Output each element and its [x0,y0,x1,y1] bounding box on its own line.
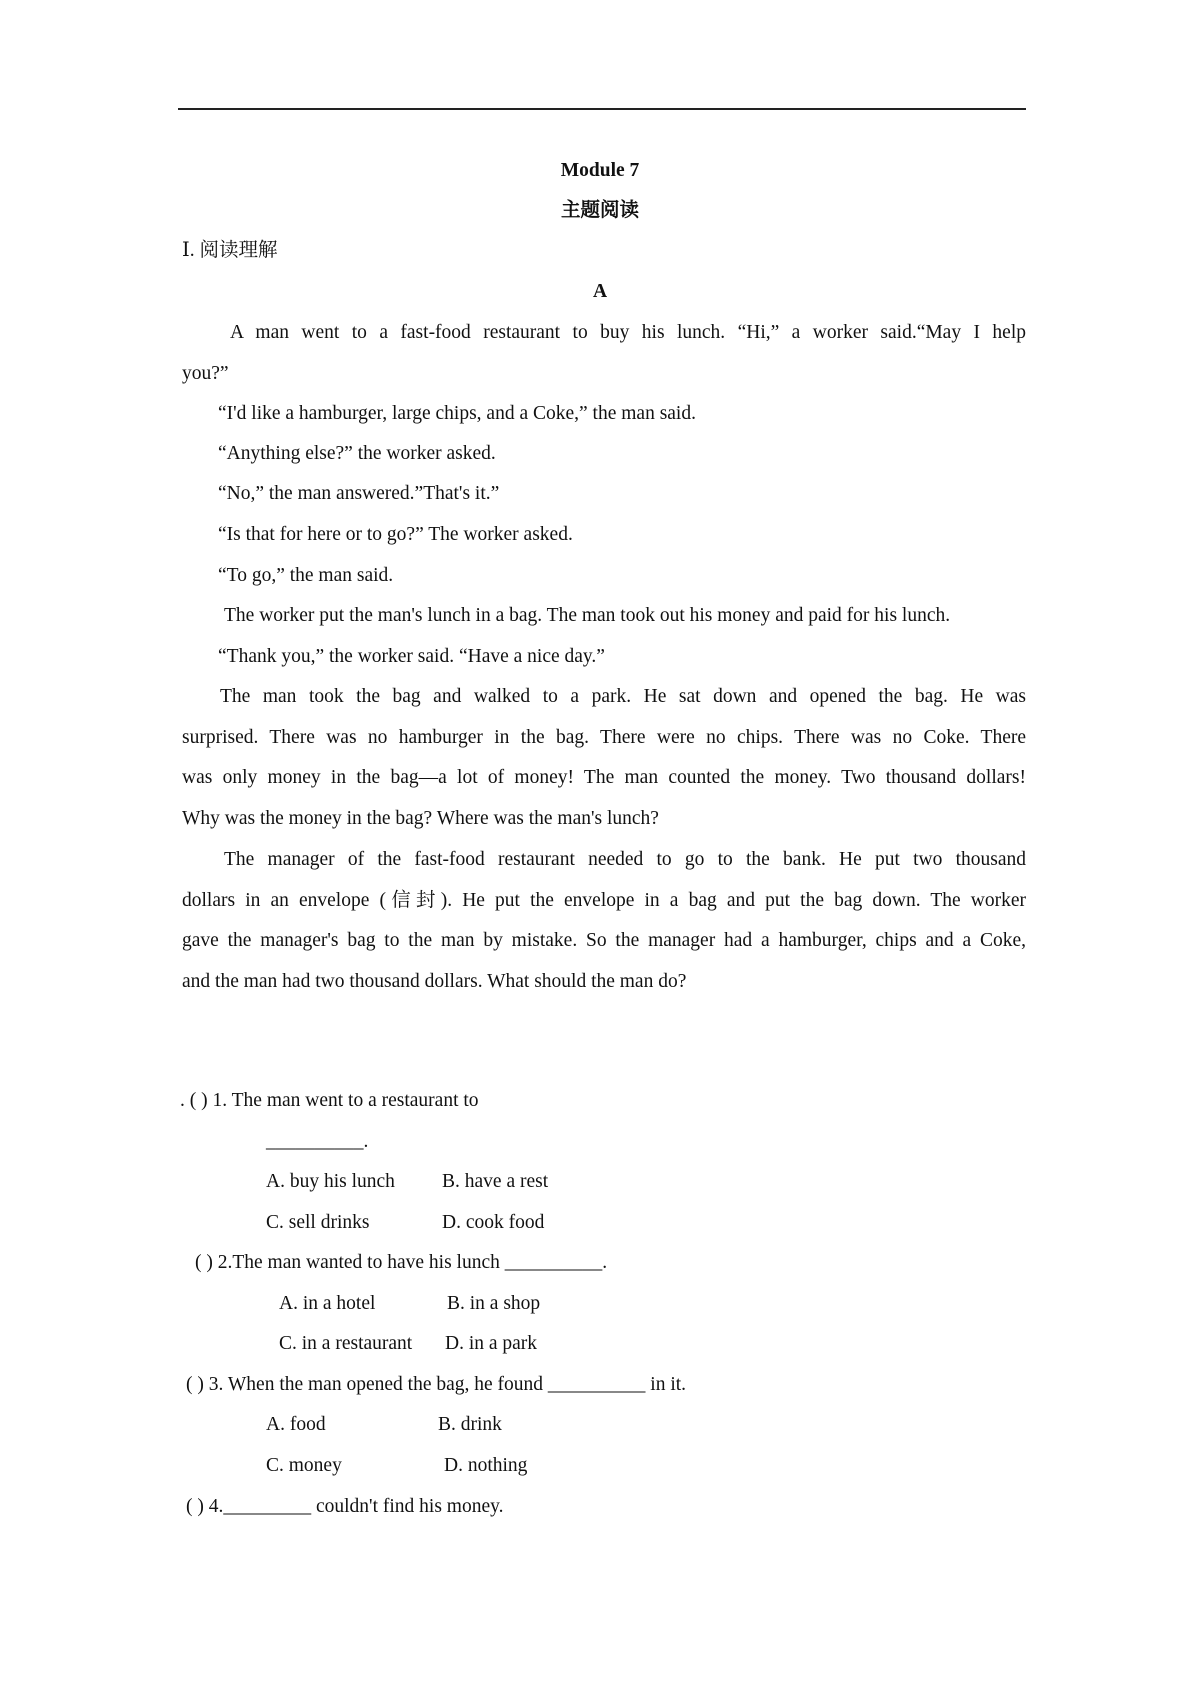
passage-line: you?” [182,362,229,384]
passage-paragraph-1 [182,313,1026,394]
question-1-blank: __________. [266,1131,369,1152]
question-3-stem: ( ) 3. When the man opened the bag, he found __________ in it. [186,1374,687,1395]
question-1-option-d: D. cook food [442,1212,545,1233]
question-4-stem: ( ) 4._________ couldn't find his money. [186,1496,504,1517]
dialogue-line: “Anything else?” the worker asked. [218,443,496,464]
question-2-option-a: A. in a hotel [279,1293,376,1314]
question-2-stem: ( ) 2.The man wanted to have his lunch __________. [195,1252,608,1273]
passage-line: A man went to a fast-food restaurant to buy his lunch. “Hi,” a worker said.“May I help [230,322,1026,343]
question-2-option-d: D. in a park [445,1333,538,1354]
passage-line: surprised. There was no hamburger in the bag. There were no chips. There was no Coke. There [182,726,1026,748]
passage-paragraph-2 [182,677,1026,839]
passage-line: The manager of the fast-food restaurant needed to go to the bank. He put two thousand [224,849,1026,870]
question-1-option-a: A. buy his lunch [266,1171,395,1192]
question-3-option-d: D. nothing [444,1455,528,1476]
question-1-option-b: B. have a rest [442,1171,549,1192]
narration-line: The worker put the man's lunch in a bag. The man took out his money and paid for his lunch. [224,605,951,626]
question-3-option-c: C. money [266,1455,342,1476]
dialogue-line: “I'd like a hamburger, large chips, and a Coke,” the man said. [218,403,696,424]
dialogue-line: “To go,” the man said. [218,565,394,586]
question-1-option-c: C. sell drinks [266,1212,370,1233]
passage-paragraph-3 [182,840,1026,1002]
dialogue-line: “Thank you,” the worker said. “Have a nice day.” [218,646,605,667]
section-heading: Ⅰ. 阅读理解 [182,240,278,261]
passage-label: A [592,281,608,302]
dialogue-line: “No,” the man answered.”That's it.” [218,483,500,504]
question-3-option-b: B. drink [438,1414,502,1435]
question-3-option-a: A. food [266,1414,326,1435]
passage-line: was only money in the bag—a lot of money! The man counted the money. Two thousand dollars! [182,767,1026,788]
passage-line: Why was the money in the bag? Where was the man's lunch? [182,807,659,829]
question-1-stem: . ( ) 1. The man went to a restaurant to [180,1090,479,1111]
question-2-option-c: C. in a restaurant [279,1333,413,1354]
passage-line: gave the manager's bag to the man by mistake. So the manager had a hamburger, chips and a Coke, [182,930,1026,951]
header-rule [178,108,1026,110]
passage-line: and the man had two thousand dollars. What should the man do? [182,970,687,992]
module-title: Module 7 [560,160,640,181]
passage-line: dollars in an envelope (信封). He put the envelope in a bag and put the bag down. The worker [182,889,1026,911]
dialogue-line: “Is that for here or to go?” The worker asked. [218,524,573,545]
subtitle: 主题阅读 [560,200,639,221]
passage-line: The man took the bag and walked to a park. He sat down and opened the bag. He was [220,686,1026,707]
question-2-option-b: B. in a shop [447,1293,541,1314]
